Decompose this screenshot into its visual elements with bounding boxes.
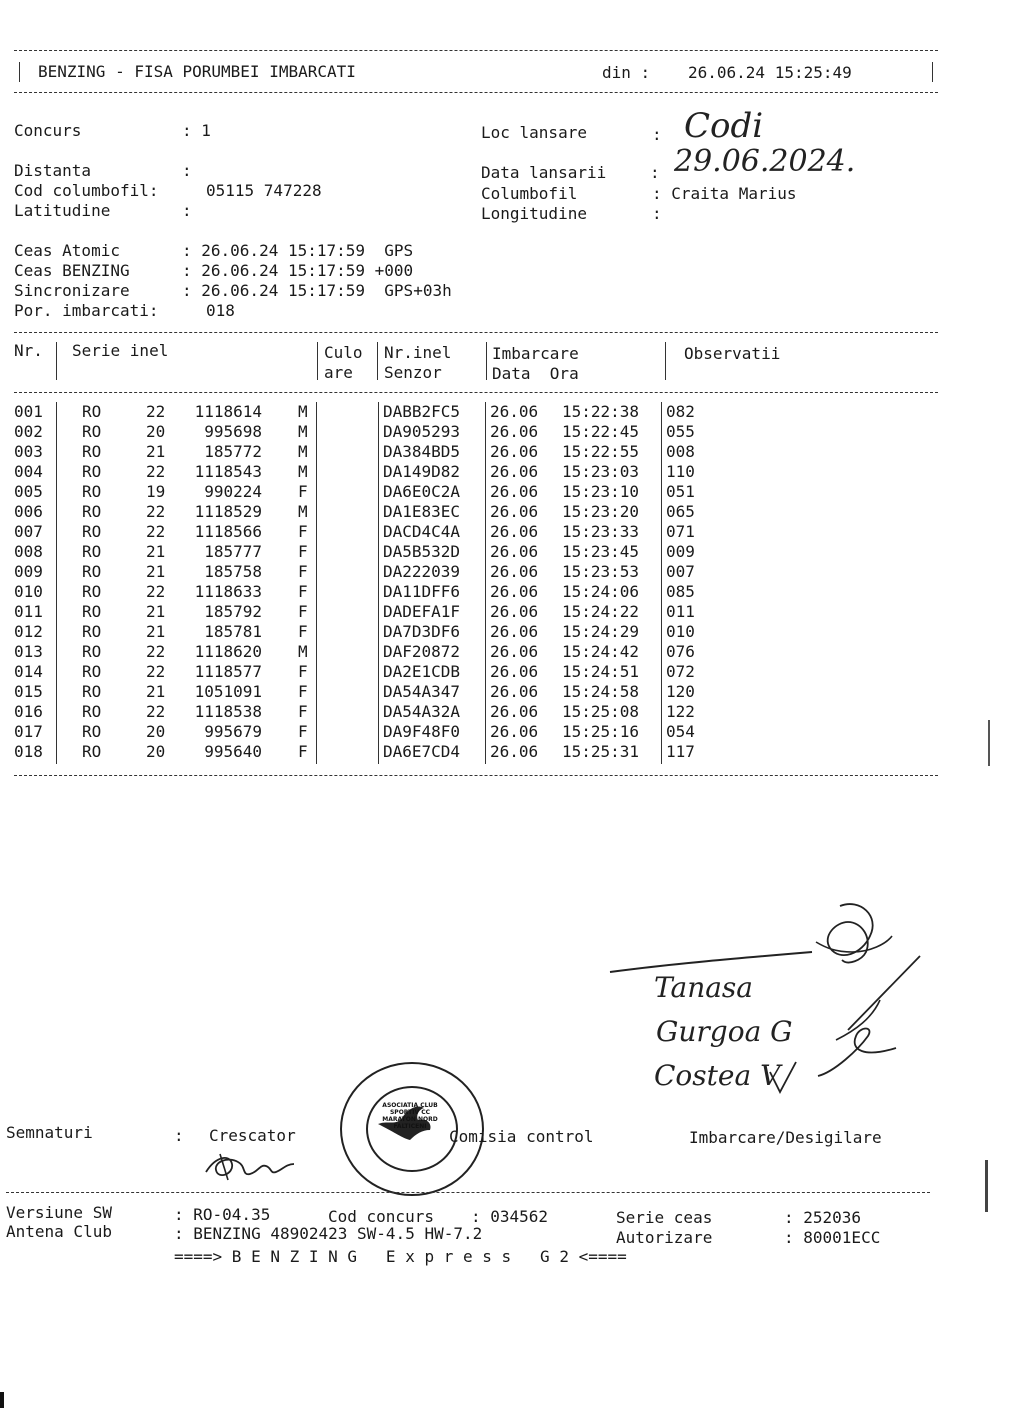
semnaturi-label: Semnaturi (6, 1123, 93, 1142)
cell-an: 20 (146, 742, 166, 761)
cell-data: 26.06 (490, 582, 539, 601)
cell-sex: F (298, 662, 308, 681)
cell-nr: 004 (14, 462, 43, 481)
cell-senzor: DA9F48F0 (383, 722, 461, 741)
cell-data: 26.06 (490, 502, 539, 521)
table-bottom-rule (14, 775, 938, 776)
cell-ora: 15:24:22 (562, 602, 640, 621)
columbofil-value: : Craita Marius (652, 184, 797, 203)
header-divider (56, 342, 57, 380)
cell-inel: 1118543 (194, 462, 262, 481)
cell-tara: RO (82, 522, 102, 541)
cell-sex: F (298, 562, 308, 581)
cell-tara: RO (82, 562, 102, 581)
top-dashed-rule (14, 50, 938, 51)
antena-label: Antena Club (6, 1222, 112, 1241)
header-right-bar (932, 62, 933, 82)
cell-nr: 014 (14, 662, 43, 681)
signature-flourish (818, 1029, 896, 1077)
signature-stroke (610, 952, 812, 972)
cell-senzor: DADEFA1F (383, 602, 461, 621)
col-header-serie: Serie inel (72, 341, 169, 360)
cell-obs: 076 (666, 642, 695, 661)
distanta-value: : (182, 161, 192, 180)
cell-ora: 15:23:10 (562, 482, 640, 501)
cell-tara: RO (82, 502, 102, 521)
cell-an: 21 (146, 682, 166, 701)
cell-nr: 001 (14, 402, 43, 421)
scan-edge-mark (988, 720, 990, 766)
cell-obs: 010 (666, 622, 695, 641)
cell-senzor: DA905293 (383, 422, 461, 441)
porumbei-imbarcati-value: 018 (206, 301, 235, 320)
cell-inel: 185772 (204, 442, 262, 461)
header-divider (486, 342, 487, 380)
cell-sex: F (298, 722, 308, 741)
cell-obs: 122 (666, 702, 695, 721)
cell-tara: RO (82, 542, 102, 561)
cell-nr: 011 (14, 602, 43, 621)
cell-tara: RO (82, 402, 102, 421)
cell-data: 26.06 (490, 522, 539, 541)
cell-an: 22 (146, 522, 166, 541)
cell-ora: 15:24:29 (562, 622, 640, 641)
cell-an: 21 (146, 562, 166, 581)
cell-ora: 15:25:16 (562, 722, 640, 741)
porumbei-imbarcati-label: Por. imbarcati: (14, 301, 159, 320)
cell-obs: 120 (666, 682, 695, 701)
ceas-atomic-label: Ceas Atomic (14, 241, 120, 260)
cell-ora: 15:22:45 (562, 422, 640, 441)
cell-senzor: DA2E1CDB (383, 662, 461, 681)
signature-name-3: Costea V (654, 1059, 781, 1092)
signature-name-2: Gurgoa G (656, 1015, 793, 1048)
col-header-culo: Culo (324, 343, 363, 362)
col-header-nr: Nr. (14, 341, 43, 360)
autorizare-label: Autorizare (616, 1228, 713, 1247)
cell-nr: 010 (14, 582, 43, 601)
data-lansarii-label: Data lansarii (481, 163, 607, 182)
cell-tara: RO (82, 462, 102, 481)
ceas-atomic-value: : 26.06.24 15:17:59 GPS (182, 241, 414, 260)
cell-sex: F (298, 542, 308, 561)
cell-obs: 051 (666, 482, 695, 501)
cell-an: 21 (146, 622, 166, 641)
cell-inel: 995698 (204, 422, 262, 441)
cell-an: 21 (146, 542, 166, 561)
cod-columbofil-value: 05115 747228 (206, 181, 322, 200)
cell-data: 26.06 (490, 562, 539, 581)
col-header-observatii: Observatii (684, 344, 781, 363)
columbofil-label: Columbofil (481, 184, 578, 203)
cell-tara: RO (82, 742, 102, 761)
cell-nr: 005 (14, 482, 43, 501)
cell-senzor: DA11DFF6 (383, 582, 461, 601)
cell-data: 26.06 (490, 682, 539, 701)
cell-nr: 015 (14, 682, 43, 701)
loc-lansare-sep: : (652, 125, 662, 144)
cell-an: 20 (146, 422, 166, 441)
cell-data: 26.06 (490, 402, 539, 421)
cell-obs: 110 (666, 462, 695, 481)
cell-obs: 085 (666, 582, 695, 601)
crescator-label: Crescator (209, 1126, 296, 1145)
cell-ora: 15:23:33 (562, 522, 640, 541)
body-divider (56, 402, 57, 764)
cell-ora: 15:23:03 (562, 462, 640, 481)
document-title: BENZING - FISA PORUMBEI IMBARCATI (38, 62, 356, 81)
cell-obs: 117 (666, 742, 695, 761)
cell-senzor: DA1E83EC (383, 502, 461, 521)
cell-senzor: DA54A32A (383, 702, 461, 721)
cell-ora: 15:23:53 (562, 562, 640, 581)
body-divider (378, 402, 379, 764)
cell-senzor: DABB2FC5 (383, 402, 461, 421)
cell-tara: RO (82, 662, 102, 681)
cell-tara: RO (82, 442, 102, 461)
stamp-text: ASOCIATIA CLUB SPORTIV CC MARATON NORD FALTICENI (382, 1102, 438, 1130)
cell-sex: M (298, 402, 308, 421)
din-timestamp: 26.06.24 15:25:49 (688, 63, 852, 82)
header-divider (317, 342, 318, 380)
cell-tara: RO (82, 582, 102, 601)
ceas-benzing-value: : 26.06.24 15:17:59 +000 (182, 261, 414, 280)
col-header-senzor: Senzor (384, 363, 442, 382)
cell-inel: 1118614 (194, 402, 262, 421)
cell-senzor: DA149D82 (383, 462, 461, 481)
cell-tara: RO (82, 702, 102, 721)
sincronizare-value: : 26.06.24 15:17:59 GPS+03h (182, 281, 452, 300)
concurs-label: Concurs (14, 121, 82, 140)
cell-sex: M (298, 442, 308, 461)
cell-obs: 065 (666, 502, 695, 521)
cell-obs: 007 (666, 562, 695, 581)
cell-sex: F (298, 682, 308, 701)
cell-an: 22 (146, 642, 166, 661)
cell-sex: M (298, 462, 308, 481)
cell-an: 22 (146, 502, 166, 521)
header-dashed-rule (14, 92, 938, 93)
cell-sex: F (298, 622, 308, 641)
autorizare-value: : 80001ECC (784, 1228, 881, 1247)
col-header-nrinel: Nr.inel (384, 343, 452, 362)
cell-obs: 082 (666, 402, 695, 421)
cell-obs: 055 (666, 422, 695, 441)
body-divider (485, 402, 486, 764)
cell-sex: F (298, 482, 308, 501)
longitudine-value: : (652, 204, 662, 223)
latitudine-label: Latitudine (14, 201, 111, 220)
scan-edge-mark (0, 1392, 4, 1408)
cell-ora: 15:24:58 (562, 682, 640, 701)
cod-columbofil-label: Cod columbofil: (14, 181, 159, 200)
longitudine-label: Longitudine (481, 204, 587, 223)
cell-senzor: DAF20872 (383, 642, 461, 661)
cell-inel: 995640 (204, 742, 262, 761)
cell-data: 26.06 (490, 482, 539, 501)
cell-data: 26.06 (490, 662, 539, 681)
sincronizare-label: Sincronizare (14, 281, 130, 300)
cell-nr: 012 (14, 622, 43, 641)
signature-flourish (828, 904, 873, 962)
cell-an: 19 (146, 482, 166, 501)
cell-sex: M (298, 642, 308, 661)
cell-inel: 1118633 (194, 582, 262, 601)
cell-an: 22 (146, 662, 166, 681)
cell-data: 26.06 (490, 462, 539, 481)
cell-inel: 1118577 (194, 662, 262, 681)
cell-nr: 016 (14, 702, 43, 721)
cell-senzor: DA384BD5 (383, 442, 461, 461)
cell-nr: 008 (14, 542, 43, 561)
cell-ora: 15:25:31 (562, 742, 640, 761)
cell-obs: 009 (666, 542, 695, 561)
cell-data: 26.06 (490, 722, 539, 741)
cod-concurs-label: Cod concurs (328, 1207, 434, 1226)
col-header-are: are (324, 363, 353, 382)
cell-ora: 15:24:51 (562, 662, 640, 681)
cell-inel: 990224 (204, 482, 262, 501)
cell-nr: 013 (14, 642, 43, 661)
col-header-imbarcare: Imbarcare (492, 344, 579, 363)
comisia-control-label: Comisia control (449, 1127, 594, 1146)
serie-ceas-value: : 252036 (784, 1208, 862, 1227)
cell-senzor: DA54A347 (383, 682, 461, 701)
cell-senzor: DA222039 (383, 562, 461, 581)
cell-obs: 071 (666, 522, 695, 541)
distanta-label: Distanta (14, 161, 92, 180)
body-divider (661, 402, 662, 764)
cell-ora: 15:25:08 (562, 702, 640, 721)
cell-senzor: DA5B532D (383, 542, 461, 561)
cell-sex: F (298, 582, 308, 601)
cell-inel: 185792 (204, 602, 262, 621)
din-label: din : (602, 63, 651, 82)
table-header-rule (14, 392, 938, 393)
cell-tara: RO (82, 682, 102, 701)
cell-senzor: DA6E0C2A (383, 482, 461, 501)
cell-an: 21 (146, 602, 166, 621)
serie-ceas-label: Serie ceas (616, 1208, 713, 1227)
cell-inel: 995679 (204, 722, 262, 741)
cell-an: 22 (146, 402, 166, 421)
cell-inel: 185777 (204, 542, 262, 561)
data-lansarii-handwritten: 29.06.2024. (674, 144, 856, 179)
cell-nr: 002 (14, 422, 43, 441)
latitudine-value: : (182, 201, 192, 220)
cell-tara: RO (82, 422, 102, 441)
cell-an: 22 (146, 702, 166, 721)
header-divider (377, 342, 378, 380)
cell-an: 22 (146, 582, 166, 601)
cell-ora: 15:23:45 (562, 542, 640, 561)
signature-slash (848, 956, 920, 1030)
cod-concurs-value: : 034562 (471, 1207, 549, 1226)
cell-ora: 15:22:55 (562, 442, 640, 461)
cell-inel: 1118529 (194, 502, 262, 521)
cell-data: 26.06 (490, 702, 539, 721)
table-top-rule (14, 332, 938, 333)
concurs-value: : 1 (182, 121, 211, 140)
crescator-signature (200, 1146, 310, 1186)
cell-senzor: DA6E7CD4 (383, 742, 461, 761)
cell-tara: RO (82, 722, 102, 741)
scan-edge-mark (985, 1160, 988, 1212)
cell-inel: 185758 (204, 562, 262, 581)
cell-obs: 054 (666, 722, 695, 741)
imbarcare-desigilare-label: Imbarcare/Desigilare (689, 1128, 882, 1147)
cell-sex: F (298, 602, 308, 621)
footer-dashed-rule (6, 1192, 930, 1193)
cell-inel: 185781 (204, 622, 262, 641)
cell-sex: F (298, 742, 308, 761)
benzing-brand-line: ====> B E N Z I N G E x p r e s s G 2 <==== (174, 1247, 627, 1266)
cell-an: 22 (146, 462, 166, 481)
cell-nr: 009 (14, 562, 43, 581)
cell-tara: RO (82, 622, 102, 641)
cell-nr: 006 (14, 502, 43, 521)
cell-sex: F (298, 522, 308, 541)
cell-obs: 008 (666, 442, 695, 461)
cell-obs: 072 (666, 662, 695, 681)
loc-lansare-handwritten: Codi (684, 106, 764, 146)
cell-tara: RO (82, 602, 102, 621)
cell-senzor: DA7D3DF6 (383, 622, 461, 641)
cell-sex: M (298, 422, 308, 441)
header-divider (665, 342, 666, 380)
versiune-value: : RO-04.35 (174, 1205, 271, 1224)
signature-name-1: Tanasa (654, 971, 753, 1004)
cell-inel: 1051091 (194, 682, 262, 701)
cell-nr: 007 (14, 522, 43, 541)
cell-senzor: DACD4C4A (383, 522, 461, 541)
cell-nr: 018 (14, 742, 43, 761)
cell-data: 26.06 (490, 602, 539, 621)
cell-inel: 1118620 (194, 642, 262, 661)
semnaturi-sep: : (174, 1126, 184, 1145)
data-lansarii-sep: : (650, 163, 660, 182)
cell-sex: M (298, 502, 308, 521)
body-divider (316, 402, 317, 764)
header-left-bar (19, 62, 20, 82)
loc-lansare-label: Loc lansare (481, 123, 587, 142)
cell-an: 20 (146, 722, 166, 741)
cell-tara: RO (82, 642, 102, 661)
antena-value: : BENZING 48902423 SW-4.5 HW-7.2 (174, 1224, 483, 1243)
cell-sex: F (298, 702, 308, 721)
cell-data: 26.06 (490, 542, 539, 561)
cell-inel: 1118566 (194, 522, 262, 541)
cell-obs: 011 (666, 602, 695, 621)
cell-ora: 15:22:38 (562, 402, 640, 421)
cell-nr: 017 (14, 722, 43, 741)
cell-inel: 1118538 (194, 702, 262, 721)
ceas-benzing-label: Ceas BENZING (14, 261, 130, 280)
cell-data: 26.06 (490, 622, 539, 641)
cell-data: 26.06 (490, 742, 539, 761)
cell-data: 26.06 (490, 642, 539, 661)
cell-data: 26.06 (490, 422, 539, 441)
cell-tara: RO (82, 482, 102, 501)
cell-nr: 003 (14, 442, 43, 461)
cell-ora: 15:24:06 (562, 582, 640, 601)
cell-data: 26.06 (490, 442, 539, 461)
cell-an: 21 (146, 442, 166, 461)
versiune-label: Versiune SW (6, 1203, 112, 1222)
cell-ora: 15:23:20 (562, 502, 640, 521)
cell-ora: 15:24:42 (562, 642, 640, 661)
col-header-data-ora: Data Ora (492, 364, 579, 383)
